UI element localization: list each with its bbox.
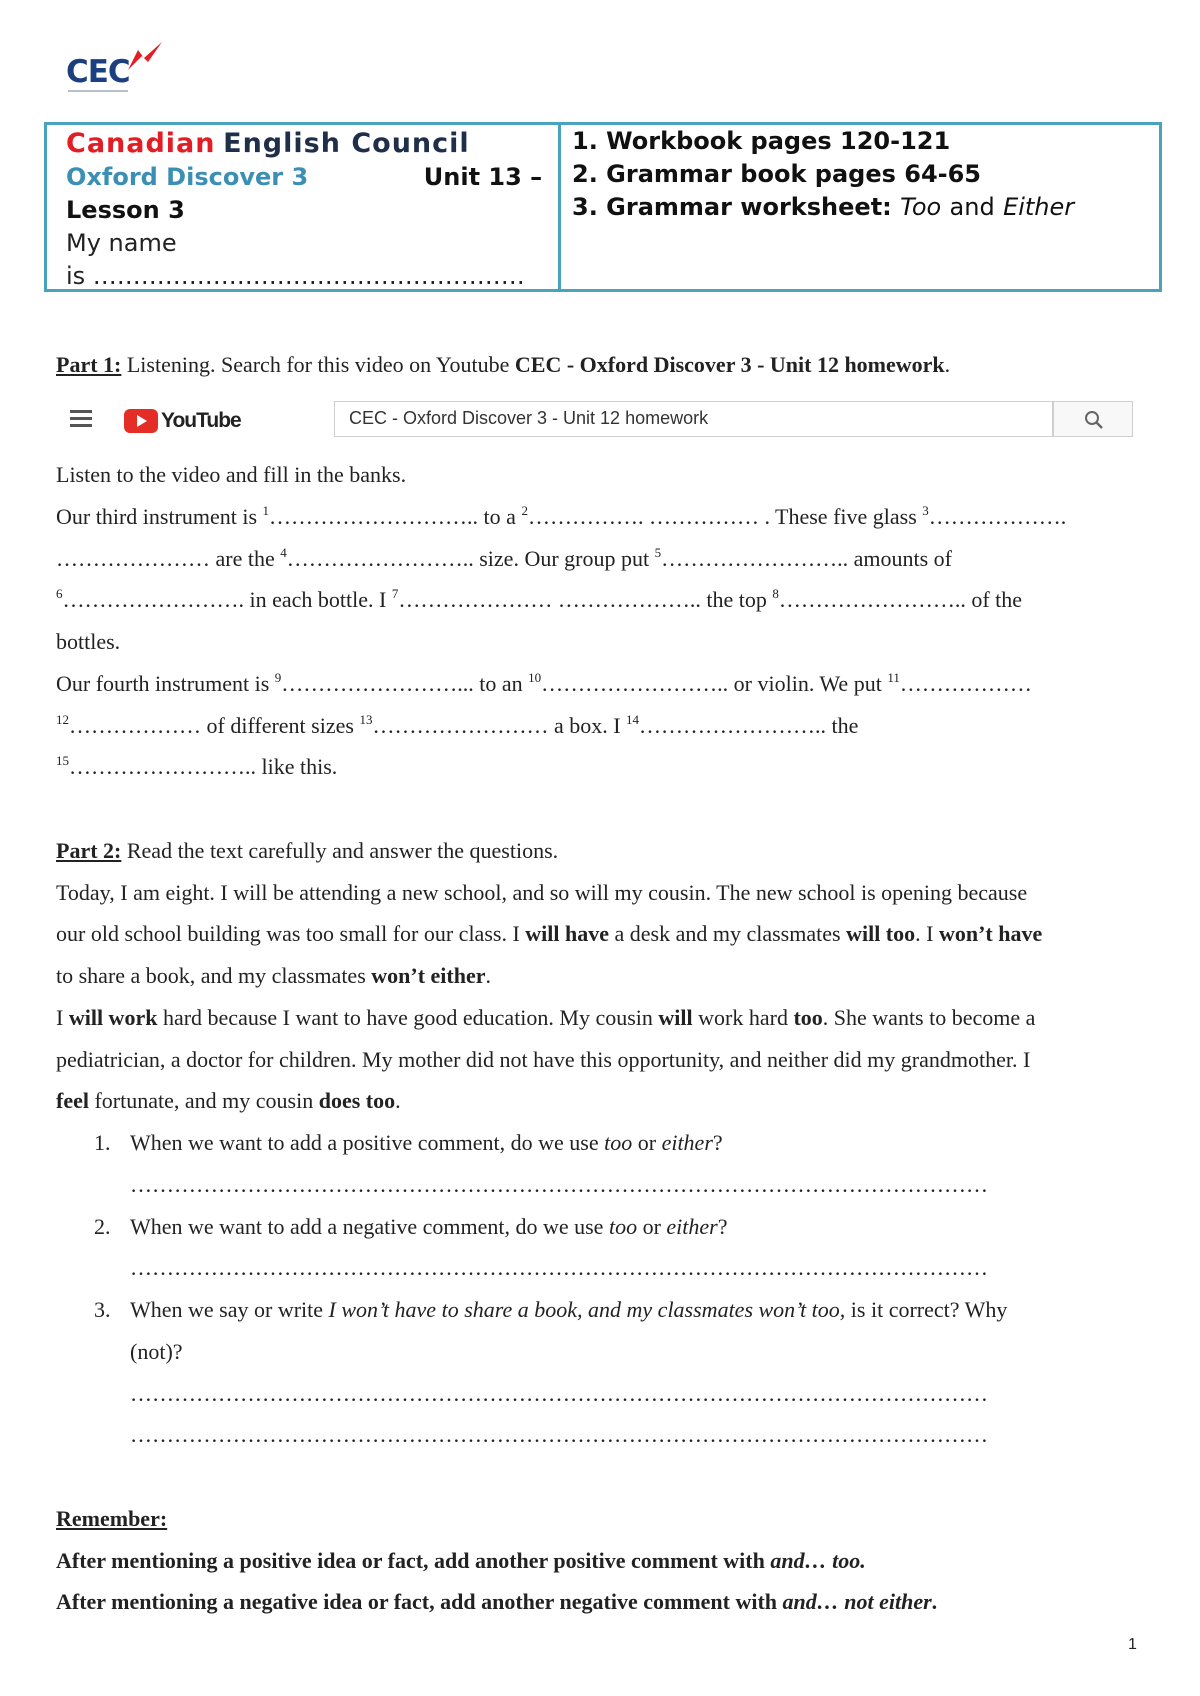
remember-rule-1: [56, 1546, 866, 1576]
page-number: 1: [1128, 1636, 1137, 1653]
blank-number: 5: [654, 545, 662, 560]
italic-text: I won’t have to share a book, and my classmates won’t too,: [328, 1297, 846, 1322]
hamburger-menu-icon: [70, 410, 92, 428]
youtube-wordmark: YouTube: [161, 409, 241, 432]
org-name: [66, 127, 558, 161]
blank-line-5: [56, 669, 1032, 699]
youtube-search-input[interactable]: CEC - Oxford Discover 3 - Unit 12 homework: [334, 401, 1053, 437]
reading-line-2: [56, 919, 1042, 949]
text: or: [637, 1214, 667, 1239]
search-icon: [1084, 410, 1104, 430]
blank[interactable]: …………………….. amounts of: [661, 546, 952, 571]
italic-text: either: [661, 1130, 713, 1155]
blank-line-7: [56, 752, 337, 782]
blank-number: 6: [56, 586, 63, 601]
logo-tagline: [68, 90, 128, 92]
blank-number: 8: [772, 586, 779, 601]
part1-end: .: [944, 352, 951, 377]
part2-label: Part 2:: [56, 838, 122, 863]
text: I: [56, 1005, 69, 1030]
logo-text: CEC: [66, 54, 130, 90]
part1-label: Part 1:: [56, 352, 122, 377]
name-label: My name: [66, 229, 177, 257]
blank-line-4: bottles.: [56, 629, 121, 654]
text: is it correct? Why: [845, 1297, 1008, 1322]
remember-rule-2: [56, 1587, 937, 1617]
reading-line-4: [56, 1003, 1035, 1033]
blank[interactable]: ………………… are the: [56, 546, 281, 571]
reading-line-5: pediatrician, a doctor for children. My mother did not have this opportunity, and neither did my grandmother. I: [56, 1047, 1031, 1072]
youtube-search-button[interactable]: [1053, 401, 1133, 437]
blank-number: 14: [626, 712, 640, 727]
task-3-and: and: [949, 193, 995, 221]
unit-label: Unit 13 –: [423, 163, 543, 191]
blank-number: 9: [274, 670, 282, 685]
listening-instruction: Listen to the video and fill in the banks.: [56, 462, 407, 487]
text: or: [632, 1130, 662, 1155]
header-left-cell: [47, 125, 561, 289]
course-line: [66, 161, 558, 194]
blank-line-2: [56, 544, 952, 574]
text: After mentioning a negative idea or fact, add another negative comment with: [56, 1589, 783, 1614]
blank[interactable]: …………………….. of the: [778, 587, 1023, 612]
italic-text: and… too.: [770, 1548, 866, 1573]
blank[interactable]: …………………….. the: [639, 713, 859, 738]
question-3-continued: (not)?: [130, 1339, 183, 1364]
cec-logo: [66, 40, 166, 96]
header-box: [44, 122, 1162, 292]
blank[interactable]: ………………: [899, 671, 1032, 696]
text: ?: [717, 1214, 728, 1239]
blank-line-3: [56, 585, 1022, 615]
blank-number: 13: [359, 712, 373, 727]
text: After mentioning a positive idea or fact, add another positive comment with: [56, 1548, 771, 1573]
question-3-number: 3.: [94, 1297, 111, 1322]
text: a desk and my classmates: [609, 921, 847, 946]
bold-text: will too: [846, 921, 916, 946]
part2-heading: [56, 836, 558, 866]
text: When we want to add a negative comment, do we use: [130, 1214, 609, 1239]
text: to share a book, and my classmates: [56, 963, 372, 988]
reading-line-1: Today, I am eight. I will be attending a new school, and so will my cousin. The new school is opening because: [56, 880, 1028, 905]
youtube-logo: [124, 408, 241, 434]
blank-number: 2: [521, 503, 528, 518]
italic-text: either: [666, 1214, 718, 1239]
blank[interactable]: ………………… ……………….. the top: [398, 587, 773, 612]
bold-text: too: [793, 1005, 823, 1030]
text: When we want to add a positive comment, do we use: [130, 1130, 605, 1155]
org-name-red: Canadian: [66, 128, 216, 159]
text: ?: [712, 1130, 723, 1155]
question-2: [130, 1212, 728, 1242]
blank-line-6: [56, 711, 858, 741]
text: .: [931, 1589, 938, 1614]
youtube-play-icon: [124, 409, 158, 433]
blank[interactable]: ……………………... to an: [281, 671, 529, 696]
blank-number: 11: [887, 670, 900, 685]
bold-text: won’t either: [371, 963, 486, 988]
bold-text: will work: [68, 1005, 158, 1030]
remember-heading: [56, 1504, 167, 1534]
org-name-dark: English Council: [223, 128, 470, 159]
blank-number: 7: [391, 586, 399, 601]
course-name: Oxford Discover 3: [66, 163, 309, 191]
answer-line-3b[interactable]: ………………………………………………………………………………………………………: [130, 1422, 988, 1447]
part1-heading: [56, 350, 950, 380]
task-2: 2. Grammar book pages 64-65: [572, 160, 982, 188]
italic-text: too: [608, 1214, 638, 1239]
blank[interactable]: …………………….. or violin. We put: [541, 671, 888, 696]
text: .: [395, 1088, 401, 1113]
remember-label: Remember:: [56, 1506, 168, 1531]
blank-number: 10: [528, 670, 542, 685]
bold-text: will: [658, 1005, 693, 1030]
task-1: 1. Workbook pages 120-121: [572, 127, 951, 155]
task-3: [572, 191, 1159, 224]
blank[interactable]: ……………………. in each bottle. I: [62, 587, 392, 612]
logo-flag-icon: [124, 40, 164, 74]
text: our old school building was too small for our class. I: [56, 921, 526, 946]
lesson-label: Lesson 3: [66, 196, 185, 224]
bold-text: does too: [318, 1088, 396, 1113]
youtube-search-bar: [64, 398, 1136, 442]
blank-number: 1: [262, 503, 270, 518]
question-3: [130, 1295, 1007, 1325]
blank[interactable]: ……………. …………… . These five glass: [527, 504, 923, 529]
italic-text: and… not either: [782, 1589, 932, 1614]
answer-line-3a[interactable]: ………………………………………………………………………………………………………: [130, 1381, 988, 1406]
part2-intro: Read the text carefully and answer the questions.: [121, 838, 559, 863]
blank[interactable]: ……………………….. to a: [269, 504, 522, 529]
task-3-either: Either: [1003, 193, 1075, 221]
blank-number: 12: [56, 712, 69, 727]
blank-number: 15: [56, 753, 69, 768]
text: . I: [915, 921, 939, 946]
bold-text: will have: [525, 921, 610, 946]
question-1-number: 1.: [94, 1130, 111, 1155]
blank[interactable]: ……………….: [928, 504, 1067, 529]
text: When we say or write: [130, 1297, 329, 1322]
text: work hard: [692, 1005, 794, 1030]
blank-number: 3: [922, 503, 929, 518]
text: . She wants to become a: [822, 1005, 1036, 1030]
blank[interactable]: …………………… a box. I: [372, 713, 627, 738]
name-blank[interactable]: is ………………………………………………: [66, 262, 525, 290]
blank[interactable]: …………………….. like this.: [69, 754, 338, 779]
task-3-prefix: 3. Grammar worksheet:: [572, 193, 892, 221]
question-1: [130, 1128, 723, 1158]
bold-text: won’t have: [938, 921, 1043, 946]
blank-number: 4: [280, 545, 287, 560]
video-title: CEC - Oxford Discover 3 - Unit 12 homework: [514, 352, 945, 377]
part1-intro: Listening. Search for this video on Youtube: [121, 352, 515, 377]
reading-line-6: [56, 1086, 401, 1116]
text: Our fourth instrument is: [56, 671, 275, 696]
reading-line-3: [56, 961, 491, 991]
blank-line-1: [56, 502, 1066, 532]
text: hard because I want to have good education. My cousin: [157, 1005, 659, 1030]
text: .: [485, 963, 492, 988]
text: Our third instrument is: [56, 504, 263, 529]
answer-line-2[interactable]: ………………………………………………………………………………………………………: [130, 1255, 988, 1280]
italic-text: too: [604, 1130, 633, 1155]
header-right-cell: [561, 125, 1159, 289]
question-2-number: 2.: [94, 1214, 111, 1239]
blank[interactable]: …………………….. size. Our group put: [286, 546, 655, 571]
task-3-too: Too: [900, 193, 942, 221]
blank[interactable]: ……………… of different sizes: [69, 713, 360, 738]
answer-line-1[interactable]: ………………………………………………………………………………………………………: [130, 1172, 988, 1197]
bold-text: feel: [56, 1088, 89, 1113]
text: fortunate, and my cousin: [88, 1088, 319, 1113]
